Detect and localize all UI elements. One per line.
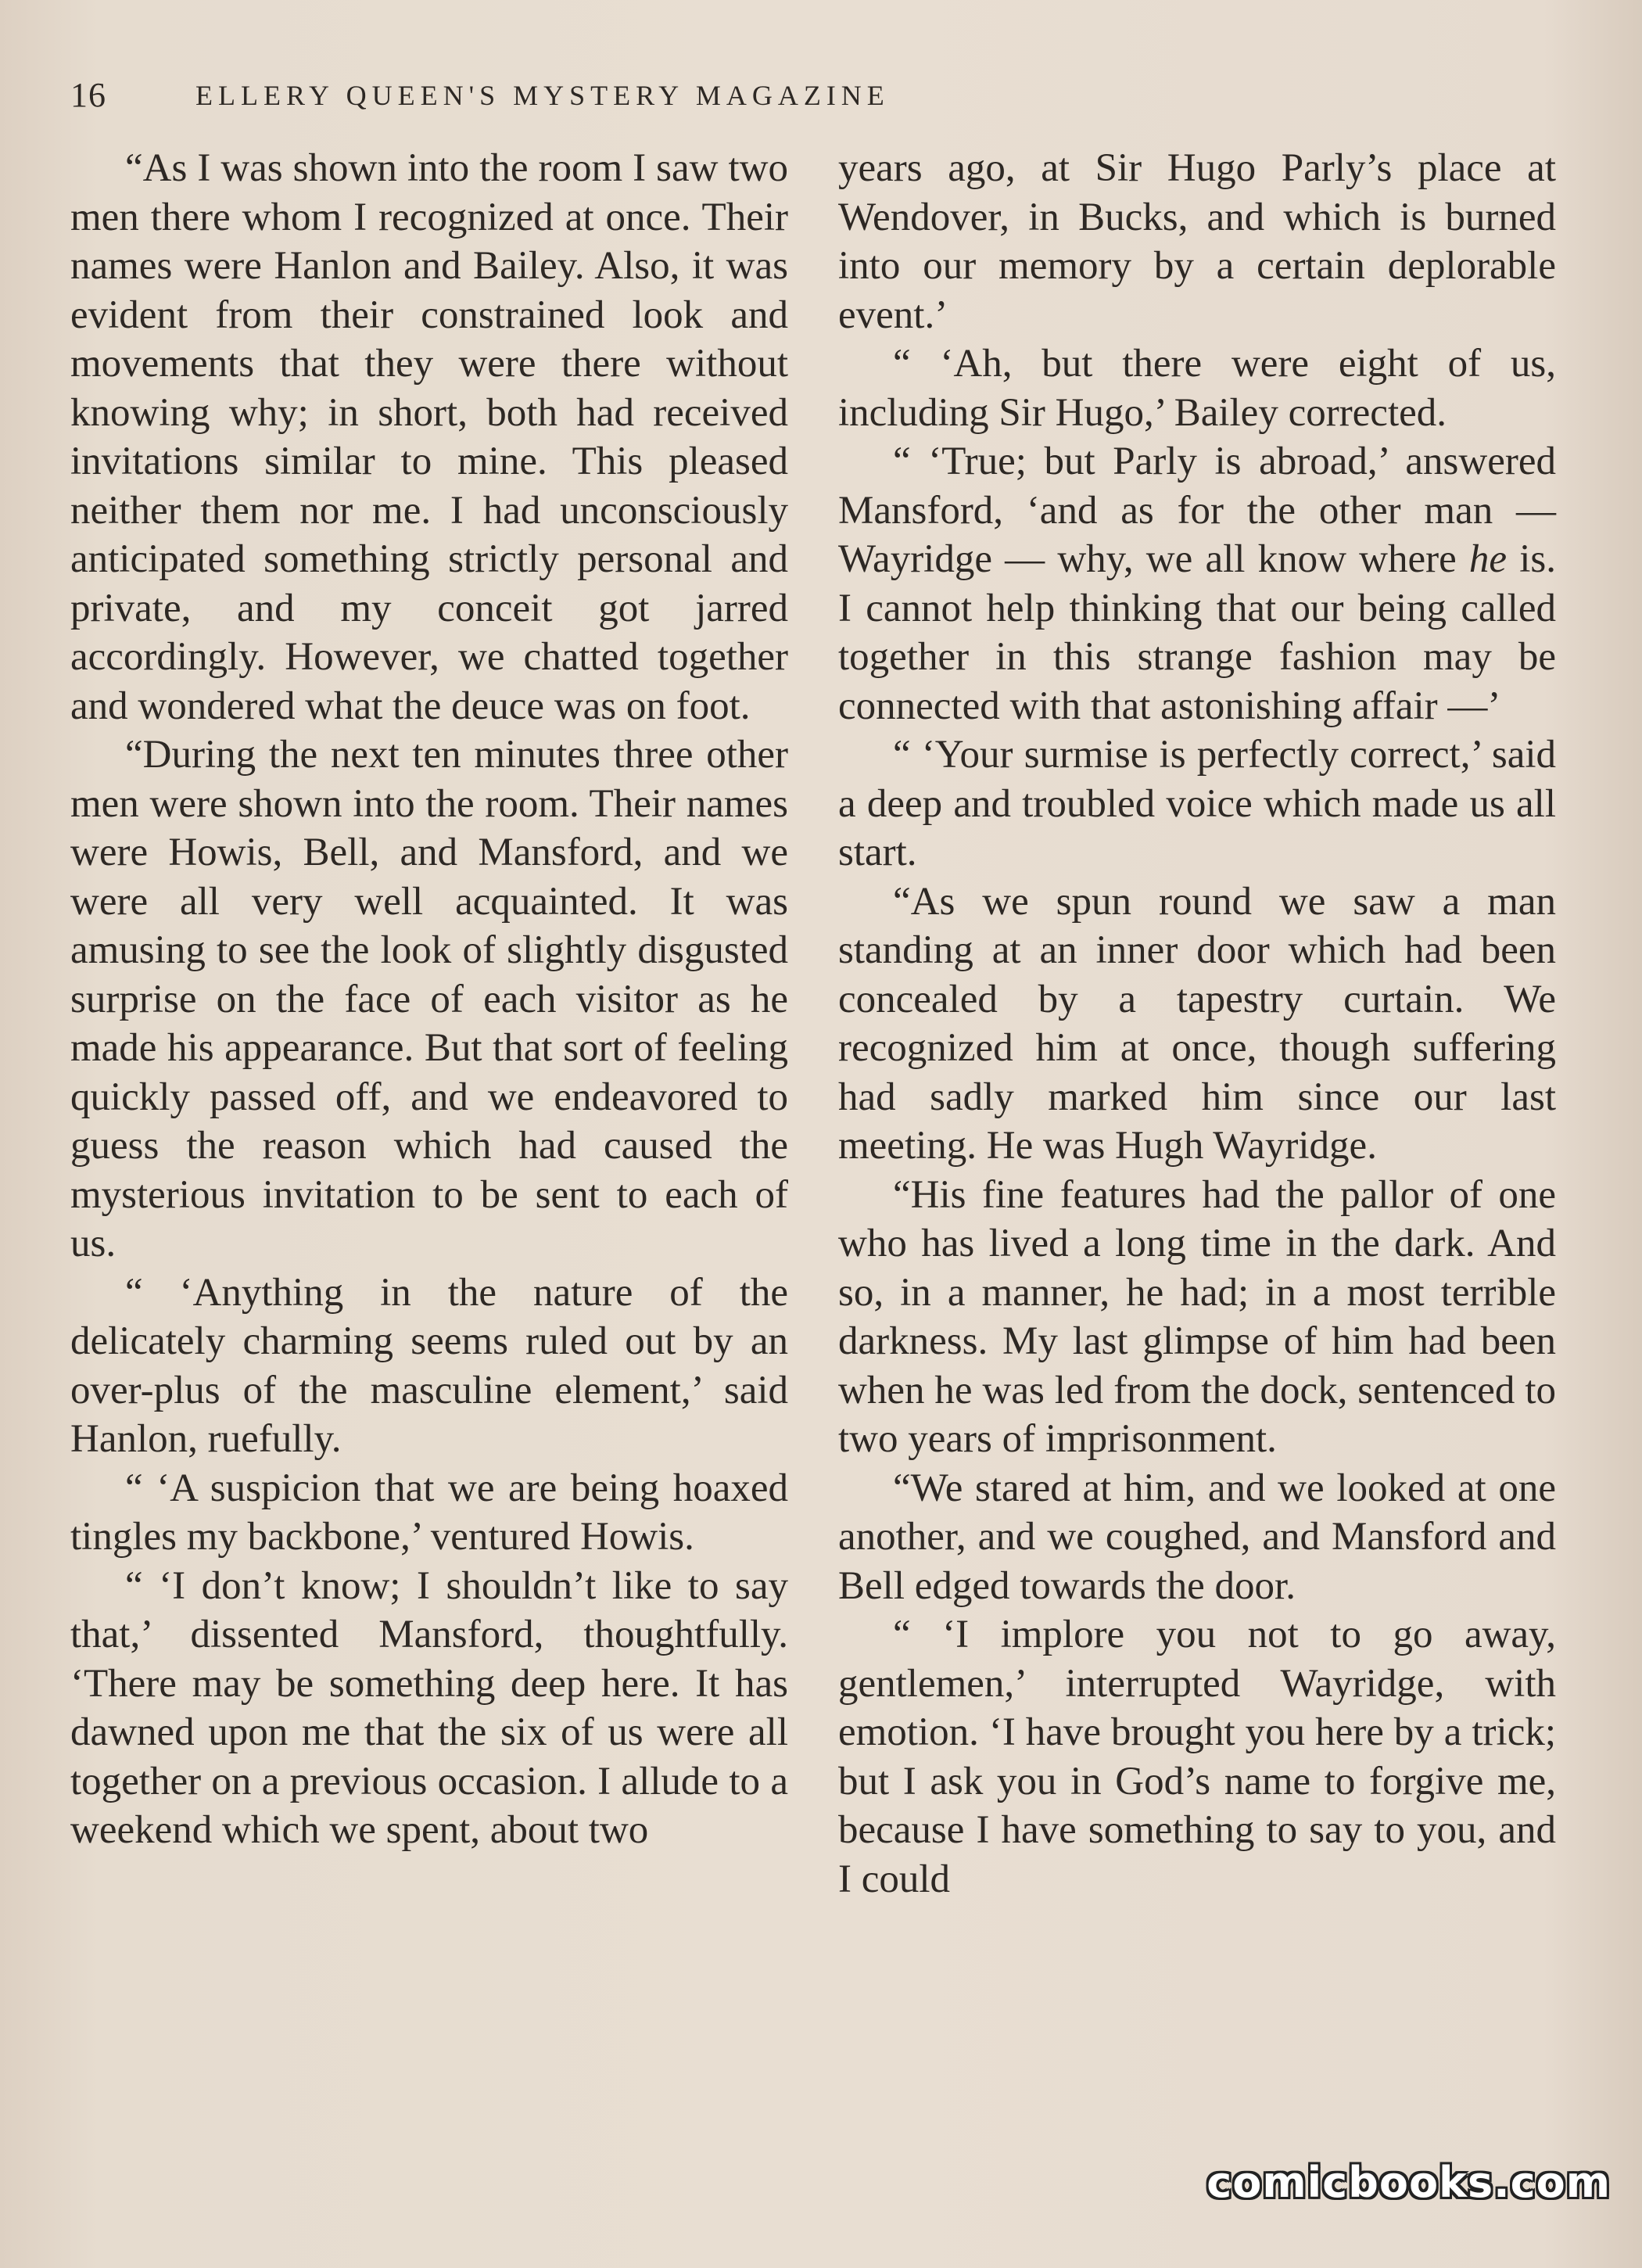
paragraph: “ ‘I implore you not to go away, gentlemen,’ interrupted Wayridge, with emotion. ‘I have brought you here by a trick; but I ask you in God’s name to forgive me, because I have something to say to you, and I could [838, 1613, 1556, 1901]
paragraph [838, 437, 1556, 730]
watermark: comicbooks.com [1206, 2158, 1611, 2207]
paragraph: “ ‘A suspicion that we are being hoaxed tingles my backbone,’ ventured Howis. [70, 1466, 788, 1559]
running-head [70, 72, 1259, 119]
text-run: “ ‘True; but Parly is abroad,’ answered Mansford, ‘and as for the other man — Wayridge — why, we all know where [838, 440, 1556, 581]
paragraph: “ ‘Ah, but there were eight of us, including Sir Hugo,’ Bailey corrected. [838, 342, 1556, 435]
paragraph: “His fine features had the pallor of one who has lived a long time in the dark. And so, in a manner, he had; in a most terrible darkness. My last glimpse of him had been when he was led from the dock, sentenced to two years of imprisonment. [838, 1172, 1556, 1461]
paragraph: “As I was shown into the room I saw two men there whom I recognized at once. Their names were Hanlon and Bailey. Also, it was evident from their constrained look and movements that they were there without knowing why; in short, both had received invitations similar to mine. This pleased neither them nor me. I had unconsciously anticipated something strictly personal and private, and my conceit got jarred accordingly. However, we chatted together and wondered what the deuce was on foot. [70, 146, 788, 728]
paragraph: “We stared at him, and we looked at one another, and we coughed, and Mansford and Bell edged towards the door. [838, 1466, 1556, 1608]
page-number: 16 [70, 76, 106, 114]
paragraph-continued: years ago, at Sir Hugo Parly’s place at Wendover, in Bucks, and which is burned into our memory by a certain deplorable event.’ [838, 146, 1556, 337]
paragraph: “ ‘Anything in the nature of the delicately charming seems ruled out by an over-plus of the masculine element,’ said Hanlon, ruefully. [70, 1270, 788, 1461]
paragraph: “As we spun round we saw a man standing at an inner door which had been concealed by a tapestry curtain. We recognized him at once, though suffering had sadly marked him since our last meeting. He was Hugh Wayridge. [838, 879, 1556, 1168]
right-column [838, 144, 1556, 1904]
paragraph: “During the next ten minutes three other men were shown into the room. Their names were Howis, Bell, and Mansford, and we were all very well acquainted. It was amusing to see the look of slightly disgusted surprise on the face of each visitor as he made his appearance. But that sort of feeling quickly passed off, and we endeavored to guess the reason which had caused the mysterious invitation to be sent to each of us. [70, 733, 788, 1265]
italic-word: he [1468, 537, 1508, 581]
paragraph: “ ‘Your surmise is perfectly correct,’ said a deep and troubled voice which made us all start. [838, 733, 1556, 874]
text-run: is. I cannot help thinking that our being called together in this strange fashion may be connected with that astonishing affair —’ [838, 537, 1556, 728]
paragraph: “ ‘I don’t know; I shouldn’t like to say that,’ dissented Mansford, thoughtfully. ‘There may be something deep here. It has dawned upon me that the six of us were all together on a previous occasion. I allude to a weekend which we spent, about two [70, 1563, 788, 1852]
magazine-title: ELLERY QUEEN'S MYSTERY MAGAZINE [195, 80, 890, 111]
left-column [70, 144, 788, 1855]
